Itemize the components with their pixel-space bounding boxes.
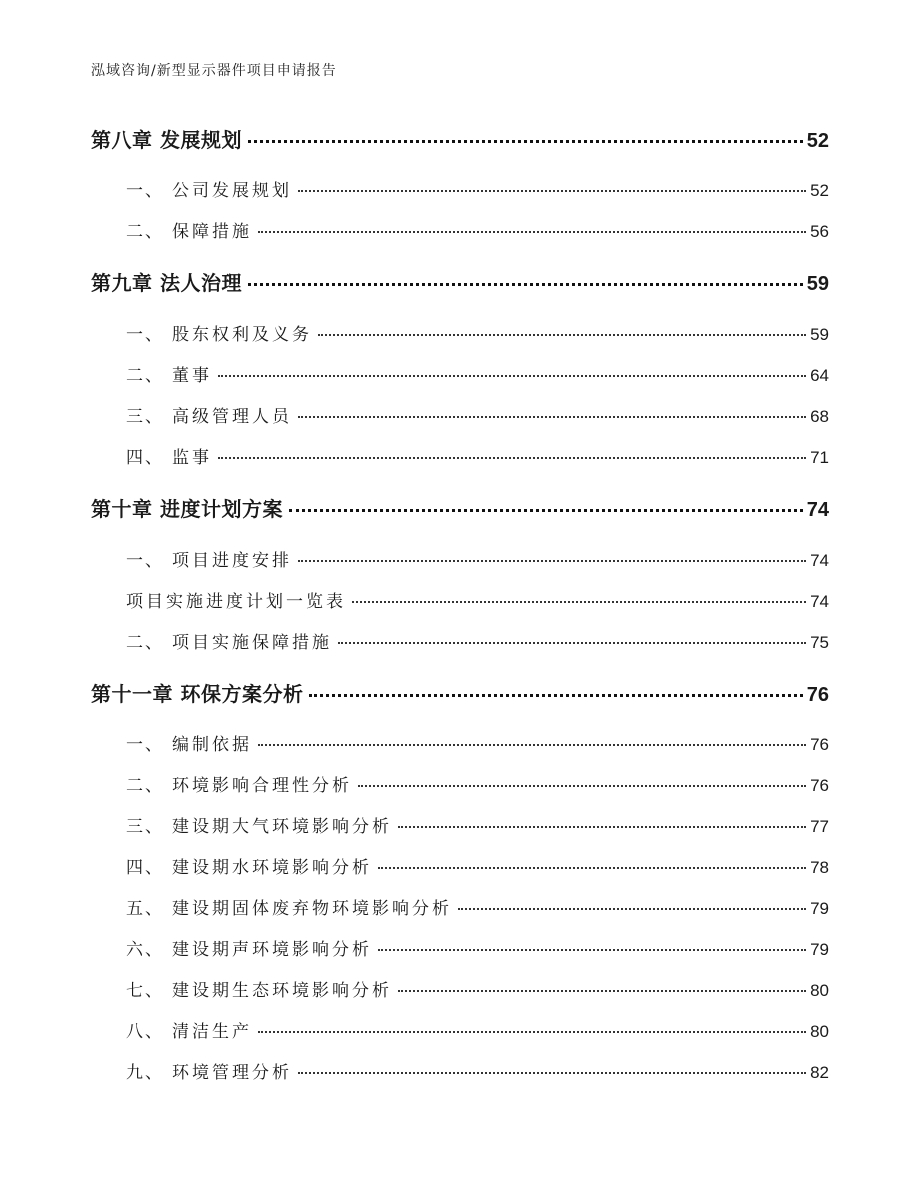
toc-page-number: 56 <box>810 222 829 241</box>
toc-section-label: 项目实施保障措施 <box>172 633 332 653</box>
toc-leader <box>309 694 802 697</box>
toc-section[interactable] <box>126 587 829 612</box>
toc-section-label: 清洁生产 <box>172 1022 252 1042</box>
toc-leader <box>398 826 806 828</box>
toc-section[interactable] <box>126 976 829 1001</box>
toc-section-number: 二、 <box>126 776 164 796</box>
toc-section[interactable] <box>126 730 829 755</box>
toc-section-label: 高级管理人员 <box>172 407 292 427</box>
toc-section[interactable] <box>126 176 829 201</box>
toc-leader <box>378 867 806 869</box>
toc-leader <box>218 375 806 377</box>
toc-leader <box>318 334 806 336</box>
toc-leader <box>248 283 803 286</box>
toc-section-number: 二、 <box>126 633 164 653</box>
toc-section-number: 九、 <box>126 1063 164 1083</box>
toc-leader <box>258 744 806 746</box>
toc-section-number: 四、 <box>126 448 164 468</box>
toc-section-number: 四、 <box>126 858 164 878</box>
toc-page-number: 74 <box>810 592 829 611</box>
toc-page-number: 64 <box>810 366 829 385</box>
toc-leader <box>398 990 806 992</box>
toc-chapter-9[interactable] <box>91 267 829 296</box>
toc-leader <box>258 231 806 233</box>
toc-page-number: 79 <box>810 940 829 959</box>
toc-leader <box>352 601 806 603</box>
toc-page-number: 52 <box>806 130 829 152</box>
toc-section[interactable] <box>126 894 829 919</box>
toc-section-number: 七、 <box>126 981 164 1001</box>
toc-leader <box>248 140 803 143</box>
toc-page-number: 59 <box>806 273 829 295</box>
toc-page-number: 76 <box>810 735 829 754</box>
toc-chapter-label: 第十一章 环保方案分析 <box>91 682 304 706</box>
toc-section-number: 二、 <box>126 366 164 386</box>
toc-section[interactable] <box>126 217 829 242</box>
toc-section[interactable] <box>126 361 829 386</box>
toc-section-label: 环境影响合理性分析 <box>172 776 352 796</box>
toc-chapter-8[interactable] <box>91 124 829 153</box>
toc-section-label: 项目进度安排 <box>172 551 292 571</box>
toc-section-label: 保障措施 <box>172 222 252 242</box>
toc-section-label: 建设期固体废弃物环境影响分析 <box>172 899 452 919</box>
toc-page-number: 74 <box>806 499 829 521</box>
toc-leader <box>298 190 806 192</box>
toc-section[interactable] <box>126 1058 829 1083</box>
toc-section[interactable] <box>126 320 829 345</box>
toc-section[interactable] <box>126 628 829 653</box>
toc-leader <box>258 1031 806 1033</box>
toc-section-label: 项目实施进度计划一览表 <box>126 592 346 612</box>
toc-leader <box>378 949 806 951</box>
toc-section-label: 董事 <box>172 366 212 386</box>
toc-chapter-11[interactable] <box>91 678 829 707</box>
toc-chapter-label: 第八章 发展规划 <box>91 128 242 152</box>
toc-section-number: 三、 <box>126 817 164 837</box>
toc-page-number: 59 <box>810 325 829 344</box>
toc-leader <box>298 416 806 418</box>
toc-section-label: 监事 <box>172 448 212 468</box>
toc-page-number: 74 <box>810 551 829 570</box>
toc-section-number: 一、 <box>126 551 164 571</box>
toc-section[interactable] <box>126 771 829 796</box>
toc-page-number: 80 <box>810 1022 829 1041</box>
toc-leader <box>338 642 806 644</box>
toc-page-number: 80 <box>810 981 829 1000</box>
toc-section-label: 建设期大气环境影响分析 <box>172 817 392 837</box>
page-header: 泓域咨询/新型显示器件项目申请报告 <box>91 63 337 79</box>
toc-chapter-label: 第九章 法人治理 <box>91 271 242 295</box>
toc-page-number: 78 <box>810 858 829 877</box>
toc-section[interactable] <box>126 546 829 571</box>
toc-leader <box>298 560 806 562</box>
toc-section-label: 建设期水环境影响分析 <box>172 858 372 878</box>
toc-leader <box>358 785 806 787</box>
toc-page-number: 71 <box>810 448 829 467</box>
toc-chapter-10[interactable] <box>91 493 829 522</box>
toc-chapter-label: 第十章 进度计划方案 <box>91 497 283 521</box>
toc-leader <box>458 908 806 910</box>
toc-section[interactable] <box>126 812 829 837</box>
toc-leader <box>298 1072 806 1074</box>
toc-section-label: 建设期声环境影响分析 <box>172 940 372 960</box>
toc-page-number: 76 <box>806 684 829 706</box>
toc-page-number: 79 <box>810 899 829 918</box>
toc-section-label: 公司发展规划 <box>172 181 292 201</box>
toc-section-label: 股东权利及义务 <box>172 325 312 345</box>
toc-section-label: 建设期生态环境影响分析 <box>172 981 392 1001</box>
toc-section-label: 编制依据 <box>172 735 252 755</box>
toc-section-number: 三、 <box>126 407 164 427</box>
toc-page-number: 68 <box>810 407 829 426</box>
toc-section-number: 一、 <box>126 181 164 201</box>
toc-section-number: 六、 <box>126 940 164 960</box>
toc-section-label: 环境管理分析 <box>172 1063 292 1083</box>
toc-page-number: 52 <box>810 181 829 200</box>
toc-leader <box>289 509 803 512</box>
toc-section-number: 一、 <box>126 325 164 345</box>
toc-leader <box>218 457 806 459</box>
toc-section-number: 五、 <box>126 899 164 919</box>
toc-section-number: 一、 <box>126 735 164 755</box>
toc-section[interactable] <box>126 853 829 878</box>
toc-section[interactable] <box>126 443 829 468</box>
toc-section[interactable] <box>126 402 829 427</box>
toc-page-number: 82 <box>810 1063 829 1082</box>
toc-section-number: 二、 <box>126 222 164 242</box>
toc-page-number: 76 <box>810 776 829 795</box>
toc-page-number: 77 <box>810 817 829 836</box>
toc-page-number: 75 <box>810 633 829 652</box>
toc-section[interactable] <box>126 935 829 960</box>
toc-section-number: 八、 <box>126 1022 164 1042</box>
toc-section[interactable] <box>126 1017 829 1042</box>
